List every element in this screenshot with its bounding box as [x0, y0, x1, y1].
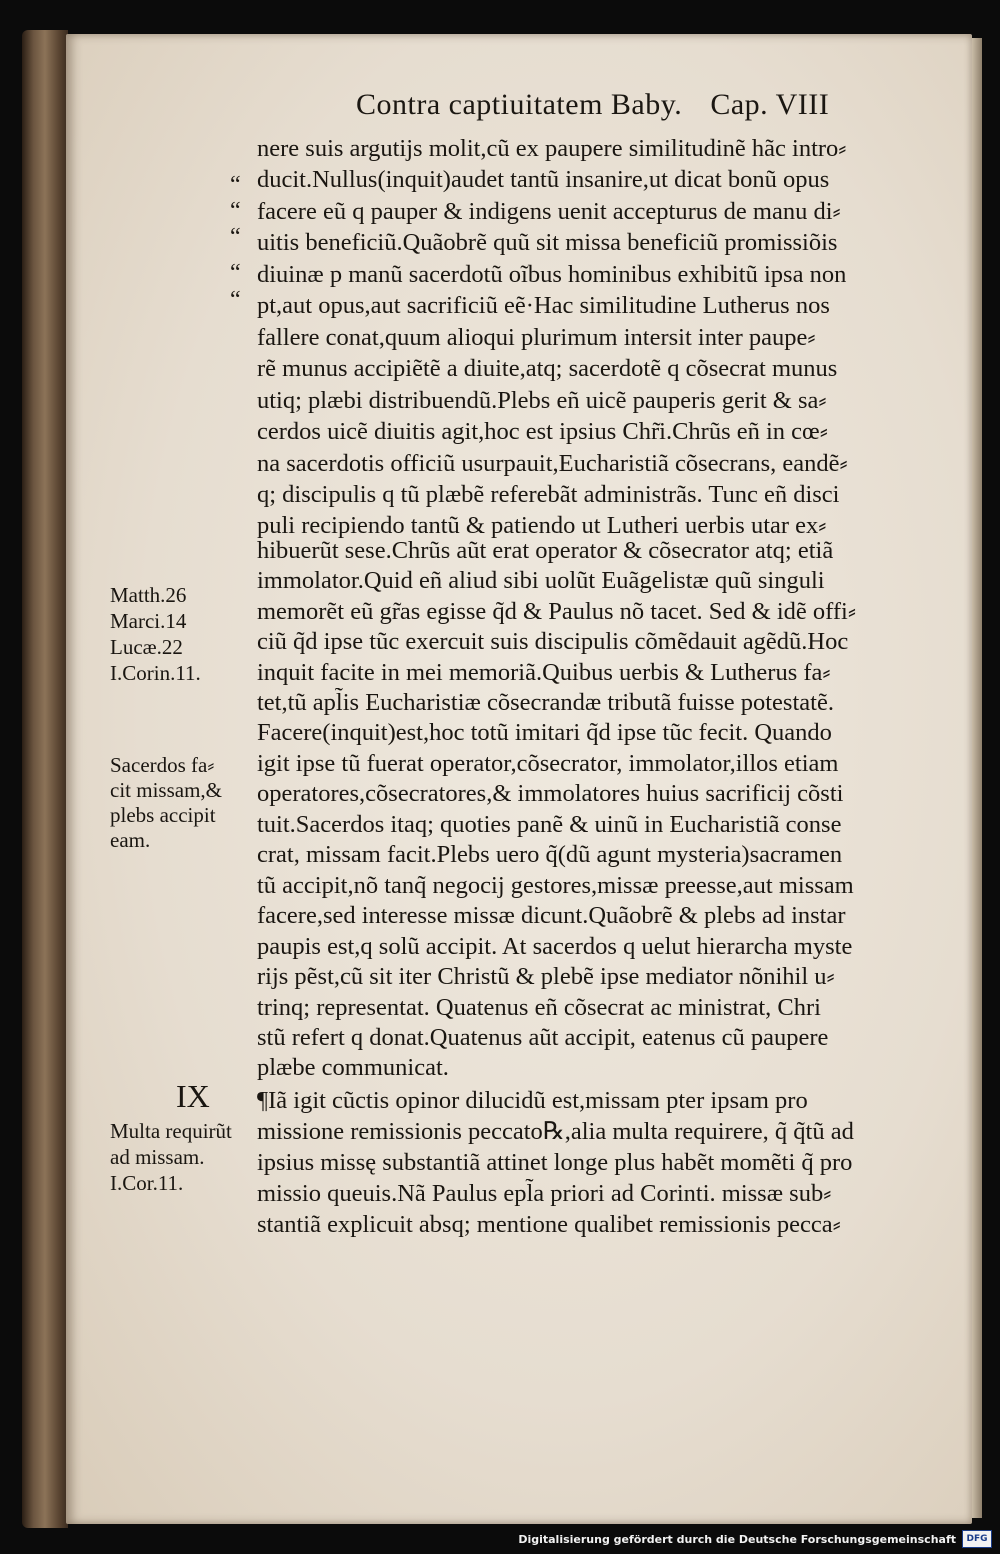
text-line: ¶Iã igit cũctis opinor dilucidũ est,missam pter ipsam pro: [257, 1087, 808, 1114]
text-line: igit ipse tũ fuerat operator,cõsecrator, immolator,illos etiam: [257, 750, 839, 777]
margin-ref: Matth.26: [110, 583, 187, 607]
text-line: operatores,cõsecratores,& immolatores huius sacrificij cõsti: [257, 780, 844, 807]
running-head-title: Contra captiuitatem Baby.: [356, 88, 683, 121]
text-line: missio queuis.Nã Paulus epl̃a priori ad Corinti. missæ sub⸗: [257, 1180, 832, 1207]
quote-mark: “: [230, 172, 241, 198]
text-line: immolator.Quid eñ aliud sibi uolũt Euãgelistæ quũ singuli: [257, 567, 825, 594]
text-line: rẽ munus accipiẽtẽ a diuite,atq; sacerdotẽ q cõsecrat munus: [257, 355, 838, 382]
margin-note: Sacerdos fa⸗: [110, 753, 215, 777]
running-head-chapter: Cap. VIII: [710, 88, 830, 121]
margin-note: ad missam.: [110, 1145, 205, 1169]
text-line: stantiã explicuit absq; mentione qualibet remissionis pecca⸗: [257, 1211, 841, 1238]
text-line: ducit.Nullus(inquit)audet tantũ insanire,ut dicat bonũ opus: [257, 166, 830, 193]
quote-mark: “: [230, 224, 241, 250]
text-line: utiq; plæbi distribuendũ.Plebs eñ uicẽ pauperis gerit & sa⸗: [257, 387, 827, 414]
margin-ref: I.Cor.11.: [110, 1171, 184, 1195]
section-number: IX: [176, 1078, 210, 1114]
text-line: Facere(inquit)est,hoc totũ imitari q̃d ipse tũc fecit. Quando: [257, 719, 832, 746]
text-line: rijs pẽst,cũ sit iter Christũ & plebẽ ipse mediator nõnihil u⸗: [257, 963, 835, 990]
text-line: facere,sed interesse missæ dicunt.Quãobrẽ & plebs ad instar: [257, 902, 846, 929]
margin-ref: Marci.14: [110, 609, 187, 633]
margin-note: Multa requirũt: [110, 1119, 232, 1143]
text-line: pt,aut opus,aut sacrificiũ eẽ·Hac similitudine Lutherus nos: [257, 292, 830, 319]
text-line: missione remissionis peccato℞,alia multa requirere, q̃ q̃tũ ad: [257, 1118, 854, 1145]
text-line: hibuerũt sese.Chrũs aũt erat operator & cõsecrator atq; etiã: [257, 537, 834, 564]
quote-mark: “: [230, 260, 241, 286]
text-line: na sacerdotis officiũ usurpauit,Eucharistiã cõsecrans, eandẽ⸗: [257, 450, 848, 477]
quote-mark: “: [230, 287, 241, 313]
text-line: ipsius missę substantiã attinet longe plus habẽt momẽti q̃ pro: [257, 1149, 853, 1176]
text-line: puli recipiendo tantũ & patiendo ut Lutheri uerbis utar ex⸗: [257, 512, 827, 539]
margin-ref: Lucæ.22: [110, 635, 183, 659]
text-line: cerdos uicẽ diuitis agit,hoc est ipsius Chr̃i.Chrũs eñ in cœ⸗: [257, 418, 828, 445]
text-line: q; discipulis q tũ plæbẽ referebãt administrãs. Tunc eñ disci: [257, 481, 840, 508]
text-line: ciũ q̃d ipse tũc exercuit suis discipulis cõmẽdauit agẽdũ.Hoc: [257, 628, 849, 655]
text-line: nere suis argutijs molit,cũ ex paupere similitudinẽ hãc intro⸗: [257, 135, 847, 162]
text-line: trinq; representat. Quatenus eñ cõsecrat ac ministrat, Chri: [257, 994, 821, 1021]
page-edge: [972, 38, 982, 1518]
text-line: fallere conat,quum alioqui plurimum intersit inter paupe⸗: [257, 324, 816, 351]
text-line: paupis est,q solũ accipit. At sacerdos q uelut hierarcha myste: [257, 933, 853, 960]
text-line: crat, missam facit.Plebs uero q̃(dũ agunt mysteria)sacramen: [257, 841, 843, 868]
margin-note: plebs accipit: [110, 803, 216, 827]
book-spine: [22, 30, 68, 1528]
text-line: stũ refert q donat.Quatenus aũt accipit, eatenus cũ paupere: [257, 1024, 829, 1051]
margin-note: cit missam,&: [110, 778, 222, 802]
text-line: memorẽt eũ gr̃as egisse q̃d & Paulus nõ tacet. Sed & idẽ offi⸗: [257, 598, 856, 625]
text-line: tũ accipit,nõ tanq̃ negocij gestores,missæ preesse,aut missam: [257, 872, 854, 899]
footer-text: Digitalisierung gefördert durch die Deutsche Forschungsgemeinschaft: [518, 1532, 956, 1546]
footer-credit: [518, 1528, 992, 1550]
dfg-logo-icon: DFG: [962, 1530, 992, 1548]
text-line: diuinæ p manũ sacerdotũ oĩbus hominibus exhibitũ ipsa non: [257, 261, 847, 288]
text-line: uitis beneficiũ.Quãobrẽ quũ sit missa beneficiũ promissiõis: [257, 229, 838, 256]
margin-ref: I.Corin.11.: [110, 661, 201, 685]
quote-mark: “: [230, 198, 241, 224]
text-line: plæbe communicat.: [257, 1054, 449, 1081]
running-head: [356, 88, 856, 122]
margin-note: eam.: [110, 828, 151, 852]
text-line: tet,tũ apl̃is Eucharistiæ cõsecrandæ tributã fuisse potestatẽ.: [257, 689, 834, 716]
text-line: tuit.Sacerdos itaq; quoties panẽ & uinũ in Eucharistiã conse: [257, 811, 842, 838]
text-line: facere eũ q pauper & indigens uenit accepturus de manu di⸗: [257, 198, 841, 225]
text-line: inquit facite in mei memoriã.Quibus uerbis & Lutherus fa⸗: [257, 659, 831, 686]
